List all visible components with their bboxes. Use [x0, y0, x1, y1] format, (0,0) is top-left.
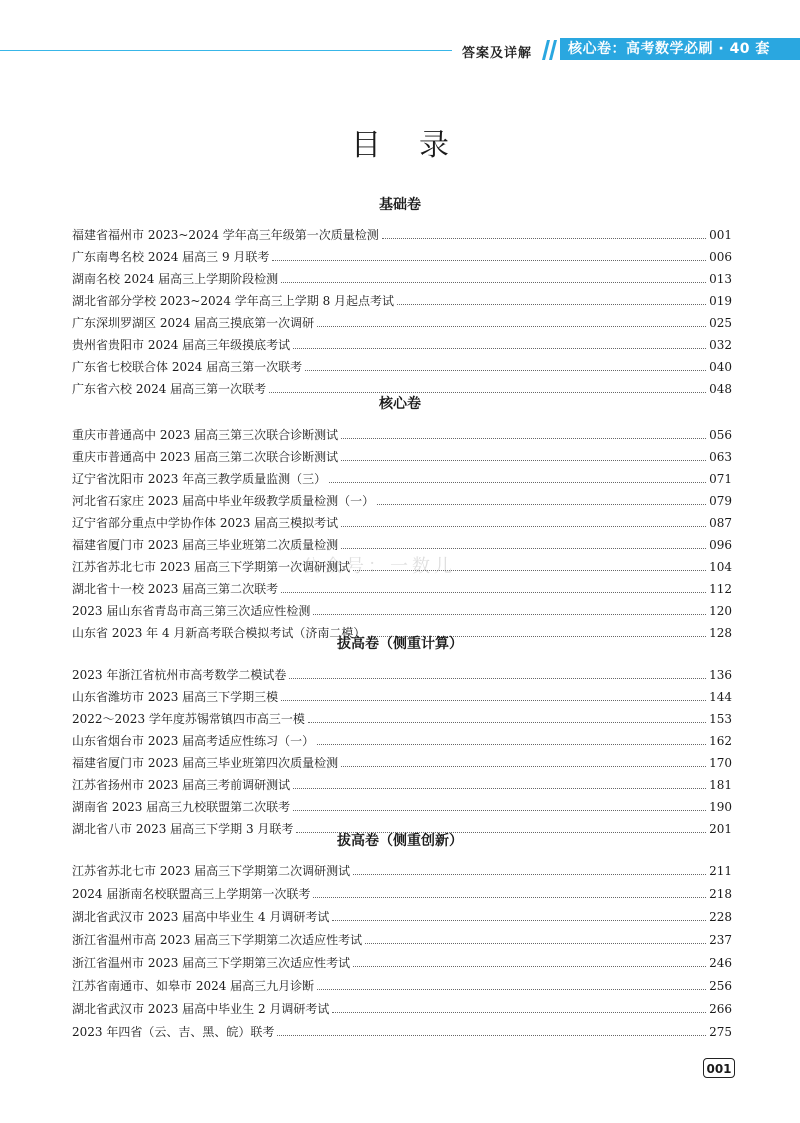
header-left-label: 答案及详解 — [462, 46, 533, 61]
toc-entry[interactable]: 湖南名校 2024 届高三上学期阶段检测 013 — [72, 272, 732, 286]
toc-entry[interactable]: 湖南省 2023 届高三九校联盟第二次联考 190 — [72, 800, 732, 814]
toc-entry[interactable]: 湖北省武汉市 2023 届高中毕业生 4 月调研考试 228 — [72, 910, 732, 924]
toc-entry[interactable]: 湖北省部分学校 2023~2024 学年高三上学期 8 月起点考试 019 — [72, 294, 732, 308]
toc-entry[interactable]: 广东省六校 2024 届高三第一次联考 048 — [72, 382, 732, 396]
toc-entry[interactable]: 福建省厦门市 2023 届高三毕业班第四次质量检测 170 — [72, 756, 732, 770]
toc-entry[interactable]: 重庆市普通高中 2023 届高三第三次联合诊断测试 056 — [72, 428, 732, 442]
toc-entry[interactable]: 2023 届山东省青岛市高三第三次适应性检测 120 — [72, 604, 732, 618]
toc-entry[interactable]: 浙江省温州市高 2023 届高三下学期第二次适应性考试 237 — [72, 933, 732, 947]
page-number: 001 — [703, 1058, 735, 1078]
section-title: 拔高卷（侧重计算） — [337, 636, 463, 652]
toc-entry[interactable]: 辽宁省部分重点中学协作体 2023 届高三模拟考试 087 — [72, 516, 732, 530]
toc-entry[interactable]: 贵州省贵阳市 2024 届高三年级摸底考试 032 — [72, 338, 732, 352]
watermark: 公众号：一数儿 — [302, 556, 456, 577]
toc-entry[interactable]: 2023 年浙江省杭州市高考数学二模试卷 136 — [72, 668, 732, 682]
section-title: 核心卷 — [379, 396, 421, 412]
toc-entry[interactable]: 2024 届浙南名校联盟高三上学期第一次联考 218 — [72, 887, 732, 901]
toc-entry[interactable]: 广东省七校联合体 2024 届高三第一次联考 040 — [72, 360, 732, 374]
toc-entry[interactable]: 山东省烟台市 2023 届高考适应性练习（一） 162 — [72, 734, 732, 748]
page-title: 目录 — [351, 128, 487, 163]
section-title: 基础卷 — [379, 197, 421, 213]
toc-entry[interactable]: 湖北省十一校 2023 届高三第二次联考 112 — [72, 582, 732, 596]
toc-entry[interactable]: 山东省潍坊市 2023 届高三下学期三模 144 — [72, 690, 732, 704]
toc-entry[interactable]: 广东深圳罗湖区 2024 届高三摸底第一次调研 025 — [72, 316, 732, 330]
page-header — [0, 0, 800, 64]
toc-entry[interactable]: 2022～2023 学年度苏锡常镇四市高三一模 153 — [72, 712, 732, 726]
toc-entry[interactable]: 河北省石家庄 2023 届高中毕业年级教学质量检测（一） 079 — [72, 494, 732, 508]
stripes-icon — [538, 40, 558, 60]
section-title: 拔高卷（侧重创新） — [337, 833, 463, 849]
toc-entry[interactable]: 福建省厦门市 2023 届高三毕业班第二次质量检测 096 — [72, 538, 732, 552]
toc-entry[interactable]: 湖北省武汉市 2023 届高中毕业生 2 月调研考试 266 — [72, 1002, 732, 1016]
toc-entry[interactable]: 山东省 2023 年 4 月新高考联合模拟考试（济南二模） 128 — [72, 626, 732, 640]
toc-entry[interactable]: 湖北省八市 2023 届高三下学期 3 月联考 201 — [72, 822, 732, 836]
header-rule — [0, 50, 452, 51]
toc-entry[interactable]: 江苏省苏北七市 2023 届高三下学期第一次调研测试 104 — [72, 560, 732, 574]
toc-entry[interactable]: 浙江省温州市 2023 届高三下学期第三次适应性考试 246 — [72, 956, 732, 970]
header-right-label: 核心卷：高考数学必刷 · 40 套 — [560, 38, 800, 60]
toc-entry[interactable]: 广东南粤名校 2024 届高三 9 月联考 006 — [72, 250, 732, 264]
toc-entry[interactable]: 辽宁省沈阳市 2023 年高三教学质量监测（三） 071 — [72, 472, 732, 486]
toc-entry[interactable]: 江苏省扬州市 2023 届高三考前调研测试 181 — [72, 778, 732, 792]
toc-entry[interactable]: 江苏省苏北七市 2023 届高三下学期第二次调研测试 211 — [72, 864, 732, 878]
toc-entry[interactable]: 重庆市普通高中 2023 届高三第二次联合诊断测试 063 — [72, 450, 732, 464]
toc-entry[interactable]: 江苏省南通市、如皋市 2024 届高三九月诊断 256 — [72, 979, 732, 993]
toc-entry[interactable]: 福建省福州市 2023~2024 学年高三年级第一次质量检测 001 — [72, 228, 732, 242]
toc-entry[interactable]: 2023 年四省（云、吉、黑、皖）联考 275 — [72, 1025, 732, 1039]
